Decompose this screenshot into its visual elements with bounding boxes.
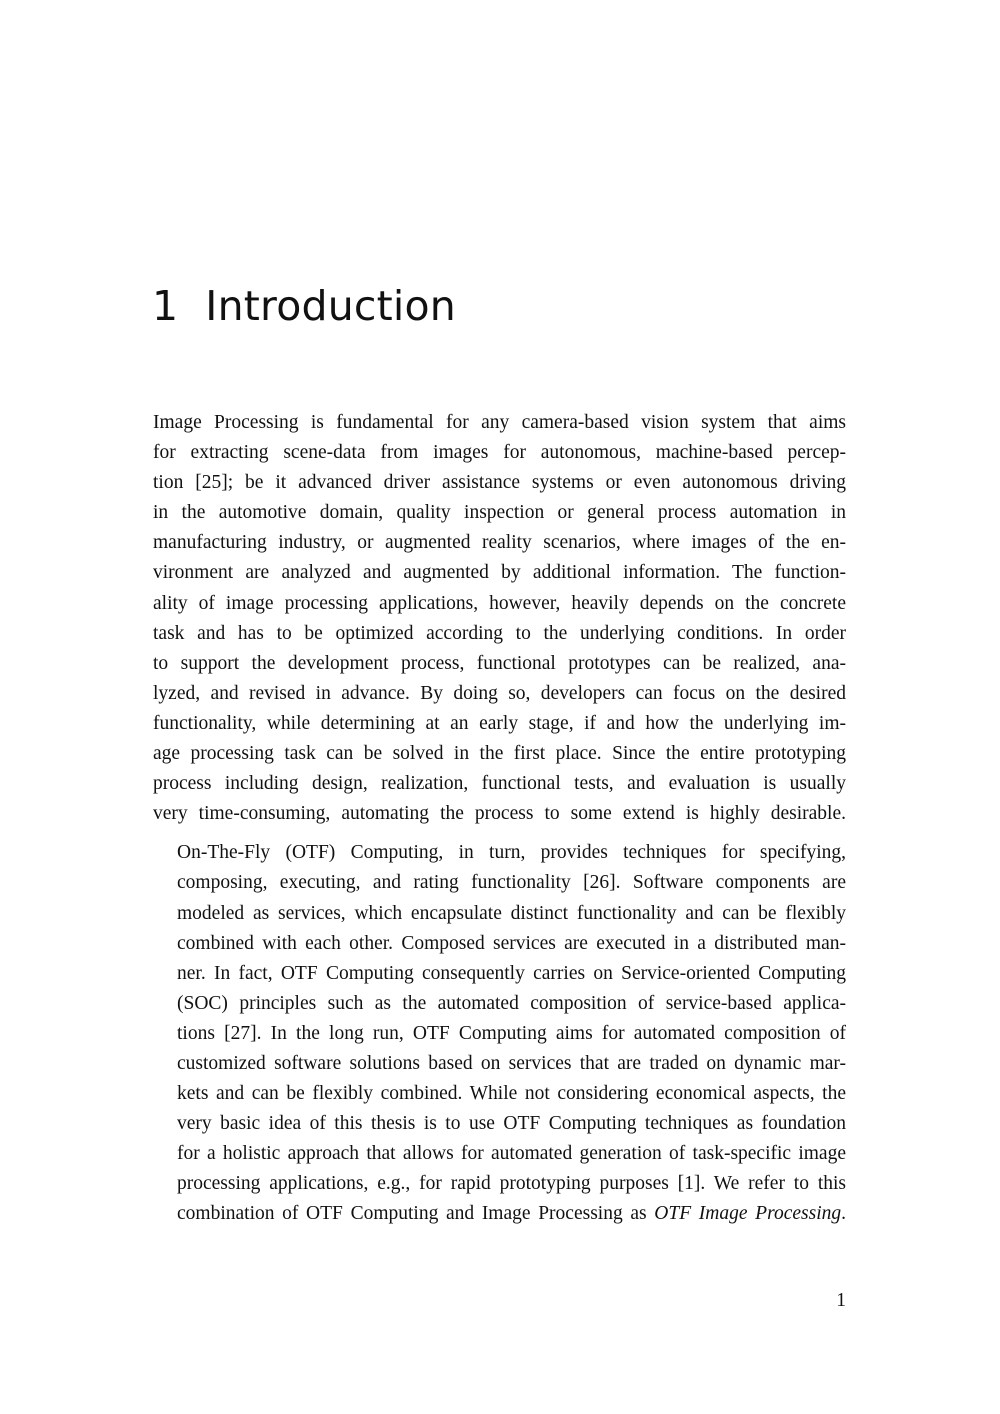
text-line: to support the development process, functional prototypes can be realized, ana-: [153, 652, 846, 674]
paragraph-1: [153, 408, 846, 829]
text-line: functionality, while determining at an early stage, if and how the underlying im-: [153, 712, 846, 734]
body-text: [153, 408, 846, 1230]
chapter-title: Introduction: [205, 282, 456, 330]
text-line: vironment are analyzed and augmented by additional information. The function-: [153, 562, 846, 584]
paragraph-2: [153, 838, 846, 1229]
text-line: Image Processing is fundamental for any camera-based vision system that aims: [153, 412, 846, 433]
text-line: manufacturing industry, or augmented reality scenarios, where images of the en-: [153, 532, 846, 554]
text-line: age processing task can be solved in the first place. Since the entire prototyping: [153, 743, 846, 765]
text-line: On-The-Fly (OTF) Computing, in turn, provides techniques for specifying,: [177, 842, 846, 864]
text-line: for a holistic approach that allows for automated generation of task-specific image: [177, 1143, 846, 1165]
text-line: processing applications, e.g., for rapid prototyping purposes [1]. We refer to this: [177, 1173, 846, 1195]
text-line: task and has to be optimized according to the underlying conditions. In order: [153, 622, 846, 644]
chapter-heading: [152, 278, 456, 334]
text-line: tion [25]; be it advanced driver assistance systems or even autonomous driving: [153, 472, 846, 494]
text-line: composing, executing, and rating functionality [26]. Software components are: [177, 872, 846, 894]
text-line: combined with each other. Composed services are executed in a distributed man-: [177, 932, 846, 954]
text-line: lyzed, and revised in advance. By doing so, developers can focus on the desired: [153, 682, 846, 704]
text-line: (SOC) principles such as the automated composition of service-based applica-: [177, 992, 846, 1014]
text-line: very basic idea of this thesis is to use OTF Computing techniques as foundation: [177, 1113, 846, 1135]
final-line-period: .: [841, 1203, 846, 1225]
text-line: process including design, realization, functional tests, and evaluation is usually: [153, 773, 846, 795]
final-line-text: combination of OTF Computing and Image Processing as: [177, 1203, 655, 1225]
text-line: in the automotive domain, quality inspection or general process automation in: [153, 502, 846, 524]
text-line: modeled as services, which encapsulate distinct functionality and can be flexibly: [177, 902, 846, 924]
text-line: kets and can be flexibly combined. While not considering economical aspects, the: [177, 1083, 846, 1105]
text-line: tions [27]. In the long run, OTF Computing aims for automated composition of: [177, 1022, 846, 1044]
text-line: very time-consuming, automating the process to some extend is highly desirable.: [153, 803, 846, 825]
text-line: customized software solutions based on services that are traded on dynamic mar-: [177, 1052, 846, 1074]
page-number: 1: [836, 1290, 846, 1311]
emphasized-term: OTF Image Processing: [654, 1203, 842, 1225]
chapter-number: 1: [152, 282, 179, 330]
text-line: ality of image processing applications, however, heavily depends on the concrete: [153, 592, 846, 614]
text-line: for extracting scene-data from images for autonomous, machine-based percep-: [153, 442, 846, 464]
text-line: ner. In fact, OTF Computing consequently carries on Service-oriented Computing: [177, 962, 846, 984]
text-line-final: [153, 1199, 846, 1229]
